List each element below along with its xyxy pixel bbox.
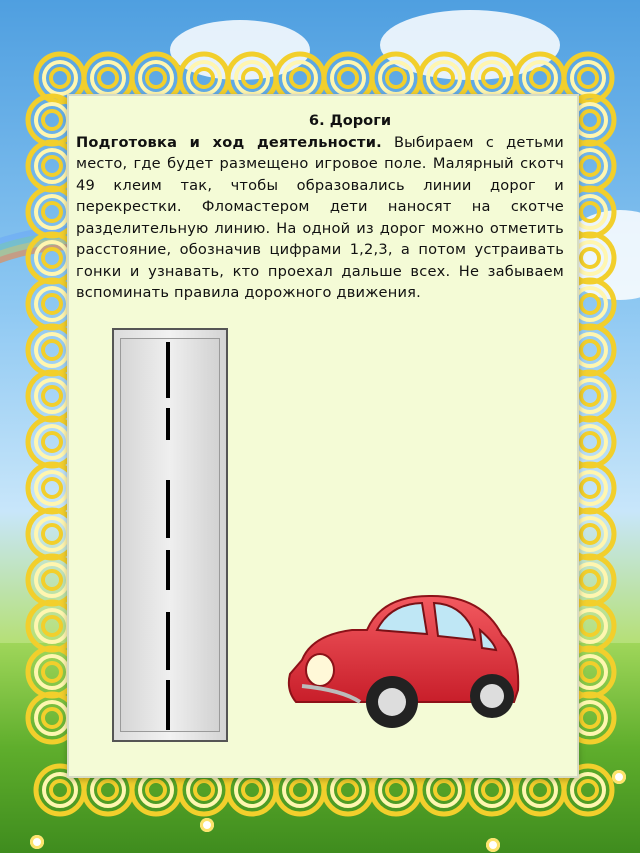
decorative-ring: [380, 774, 412, 806]
decorative-ring: [483, 69, 501, 87]
decorative-ring: [243, 781, 261, 799]
decorative-ring: [581, 295, 599, 313]
lane-dash: [166, 342, 170, 398]
decorative-ring: [284, 62, 316, 94]
red-car-illustration: [282, 590, 527, 735]
decorative-ring: [43, 663, 61, 681]
decorative-ring: [51, 69, 69, 87]
decorative-ring: [339, 781, 357, 799]
decorative-ring: [581, 111, 599, 129]
decorative-ring: [291, 69, 309, 87]
decorative-ring: [43, 249, 61, 267]
decorative-ring: [36, 426, 68, 458]
decorative-ring: [43, 617, 61, 635]
decorative-ring: [36, 656, 68, 688]
decorative-ring: [43, 387, 61, 405]
road-surface: [120, 338, 220, 732]
decorative-ring: [36, 702, 68, 734]
card-title: 6. Дороги: [308, 112, 392, 129]
decorative-ring: [581, 387, 599, 405]
decorative-ring: [43, 157, 61, 175]
decorative-ring: [380, 62, 412, 94]
decorative-ring: [581, 617, 599, 635]
decorative-ring: [140, 62, 172, 94]
decorative-ring: [428, 62, 460, 94]
decorative-ring: [36, 150, 68, 182]
decorative-ring: [236, 62, 268, 94]
decorative-ring: [43, 525, 61, 543]
decorative-ring: [572, 774, 604, 806]
decorative-ring: [581, 341, 599, 359]
decorative-ring: [572, 62, 604, 94]
decorative-ring: [36, 610, 68, 642]
decorative-ring: [581, 203, 599, 221]
decorative-ring: [236, 774, 268, 806]
decorative-ring: [36, 472, 68, 504]
decorative-ring: [188, 62, 220, 94]
lane-dash: [166, 480, 170, 538]
lane-dash: [166, 408, 170, 440]
decorative-ring: [43, 709, 61, 727]
decorative-ring: [51, 781, 69, 799]
decorative-ring: [332, 62, 364, 94]
decorative-ring: [579, 69, 597, 87]
card-paragraph: [76, 132, 564, 304]
decorative-ring: [531, 781, 549, 799]
decorative-ring: [43, 571, 61, 589]
decorative-ring: [43, 479, 61, 497]
decorative-ring: [284, 774, 316, 806]
road-illustration: [112, 328, 228, 742]
decorative-ring: [92, 774, 124, 806]
decorative-ring: [43, 341, 61, 359]
decorative-ring: [581, 525, 599, 543]
decorative-ring: [243, 69, 261, 87]
decorative-ring: [188, 774, 220, 806]
decorative-ring: [36, 104, 68, 136]
decorative-ring: [531, 69, 549, 87]
decorative-ring: [99, 69, 117, 87]
body-text: Выбираем с детьми место, где будет размещено игровое поле. Малярный скотч 49 клеим так, чтобы образовались линии дорог и перекрестки. Фломастером дети наносят на скотче разделительную линию. На одной из дорог можно отметить расстояние, обозначив цифрами 1,2,3, а потом устраивать гонки и узнавать, кто проехал дальше всех. Не забываем вспоминать правила дорожного движения.: [76, 133, 564, 301]
decorative-ring: [332, 774, 364, 806]
decorative-ring: [483, 781, 501, 799]
decorative-ring: [579, 781, 597, 799]
decorative-ring: [435, 69, 453, 87]
decorative-ring: [99, 781, 117, 799]
decorative-ring: [524, 62, 556, 94]
decorative-ring: [387, 69, 405, 87]
decorative-ring: [581, 433, 599, 451]
decorative-ring: [195, 69, 213, 87]
decorative-ring: [36, 564, 68, 596]
decorative-ring: [581, 157, 599, 175]
decorative-ring: [428, 774, 460, 806]
lane-dash: [166, 680, 170, 730]
lead-phrase: Подготовка и ход деятельности.: [76, 133, 382, 151]
decorative-ring: [476, 62, 508, 94]
decorative-ring: [36, 334, 68, 366]
lane-dash: [166, 612, 170, 670]
decorative-ring: [43, 433, 61, 451]
decorative-ring: [44, 774, 76, 806]
decorative-ring: [524, 774, 556, 806]
decorative-ring: [44, 62, 76, 94]
decorative-ring: [581, 479, 599, 497]
decorative-ring: [581, 663, 599, 681]
decorative-ring: [36, 380, 68, 412]
decorative-ring: [581, 249, 599, 267]
decorative-ring: [140, 774, 172, 806]
decorative-ring: [92, 62, 124, 94]
decorative-ring: [581, 571, 599, 589]
card-text: [76, 110, 564, 304]
decorative-ring: [43, 111, 61, 129]
decorative-ring: [291, 781, 309, 799]
decorative-ring: [195, 781, 213, 799]
decorative-ring: [476, 774, 508, 806]
lane-dash: [166, 550, 170, 590]
decorative-ring: [339, 69, 357, 87]
decorative-ring: [147, 69, 165, 87]
decorative-ring: [36, 518, 68, 550]
decorative-ring: [387, 781, 405, 799]
decorative-ring: [36, 196, 68, 228]
decorative-ring: [43, 203, 61, 221]
decorative-ring: [581, 709, 599, 727]
decorative-ring: [435, 781, 453, 799]
decorative-ring: [36, 288, 68, 320]
decorative-ring: [147, 781, 165, 799]
decorative-ring: [43, 295, 61, 313]
decorative-ring: [36, 242, 68, 274]
